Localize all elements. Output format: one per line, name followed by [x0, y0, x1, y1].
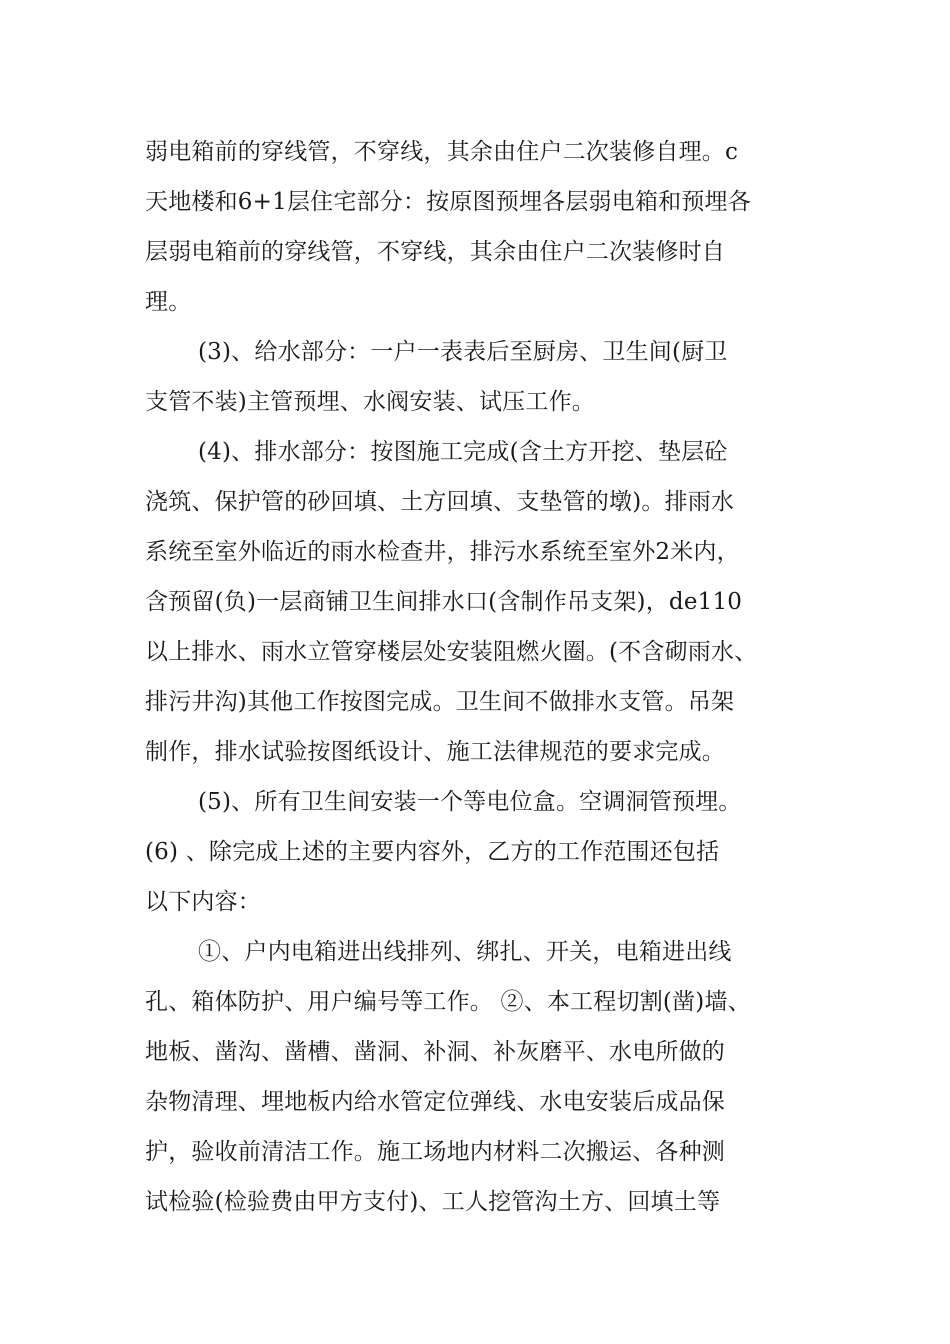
text-line-13: 制作，排水试验按图纸设计、施工法律规范的要求完成。: [145, 739, 725, 765]
text-line-21: 护，验收前清洁工作。施工场地内材料二次搬运、各种测: [145, 1139, 725, 1165]
text-line-22: 试检验(检验费由甲方支付)、工人挖管沟土方、回填土等: [145, 1189, 721, 1215]
text-line-2: 天地楼和6+1层住宅部分：按原图预埋各层弱电箱和预埋各: [145, 189, 751, 215]
text-line-11: 以上排水、雨水立管穿楼层处安装阻燃火圈。(不含砌雨水、: [145, 639, 758, 665]
text-line-7: (4)、排水部分：按图施工完成(含土方开挖、垫层砼: [198, 439, 728, 465]
text-line-12: 排污井沟)其他工作按图完成。卫生间不做排水支管。吊架: [145, 689, 735, 715]
text-line-17: ①、户内电箱进出线排列、绑扎、开关，电箱进出线: [198, 939, 732, 965]
text-line-5: (3)、给水部分：一户一表表后至厨房、卫生间(厨卫: [198, 339, 728, 365]
text-line-16: 以下内容：: [145, 889, 261, 915]
text-line-15: (6) 、除完成上述的主要内容外，乙方的工作范围还包括: [145, 839, 720, 865]
text-line-3: 层弱电箱前的穿线管，不穿线，其余由住户二次装修时自: [145, 239, 725, 265]
text-line-14: (5)、所有卫生间安装一个等电位盒。空调洞管预埋。: [198, 789, 742, 815]
text-line-10: 含预留(负)一层商铺卫生间排水口(含制作吊支架)，de110: [145, 589, 743, 615]
text-line-19: 地板、凿沟、凿槽、凿洞、补洞、补灰磨平、水电所做的: [145, 1039, 725, 1065]
text-line-1: 弱电箱前的穿线管，不穿线，其余由住户二次装修自理。c: [145, 139, 739, 165]
text-line-18: 孔、箱体防护、用户编号等工作。 ②、本工程切割(凿)墙、: [145, 989, 751, 1015]
text-line-4: 理。: [145, 289, 192, 315]
text-line-6: 支管不装)主管预埋、水阀安装、试压工作。: [145, 389, 595, 415]
text-line-8: 浇筑、保护管的砂回填、土方回填、支垫管的墩)。排雨水: [145, 489, 735, 515]
text-line-20: 杂物清理、埋地板内给水管定位弹线、水电安装后成品保: [145, 1089, 725, 1115]
text-line-9: 系统至室外临近的雨水检查井，排污水系统至室外2米内，: [145, 539, 740, 565]
